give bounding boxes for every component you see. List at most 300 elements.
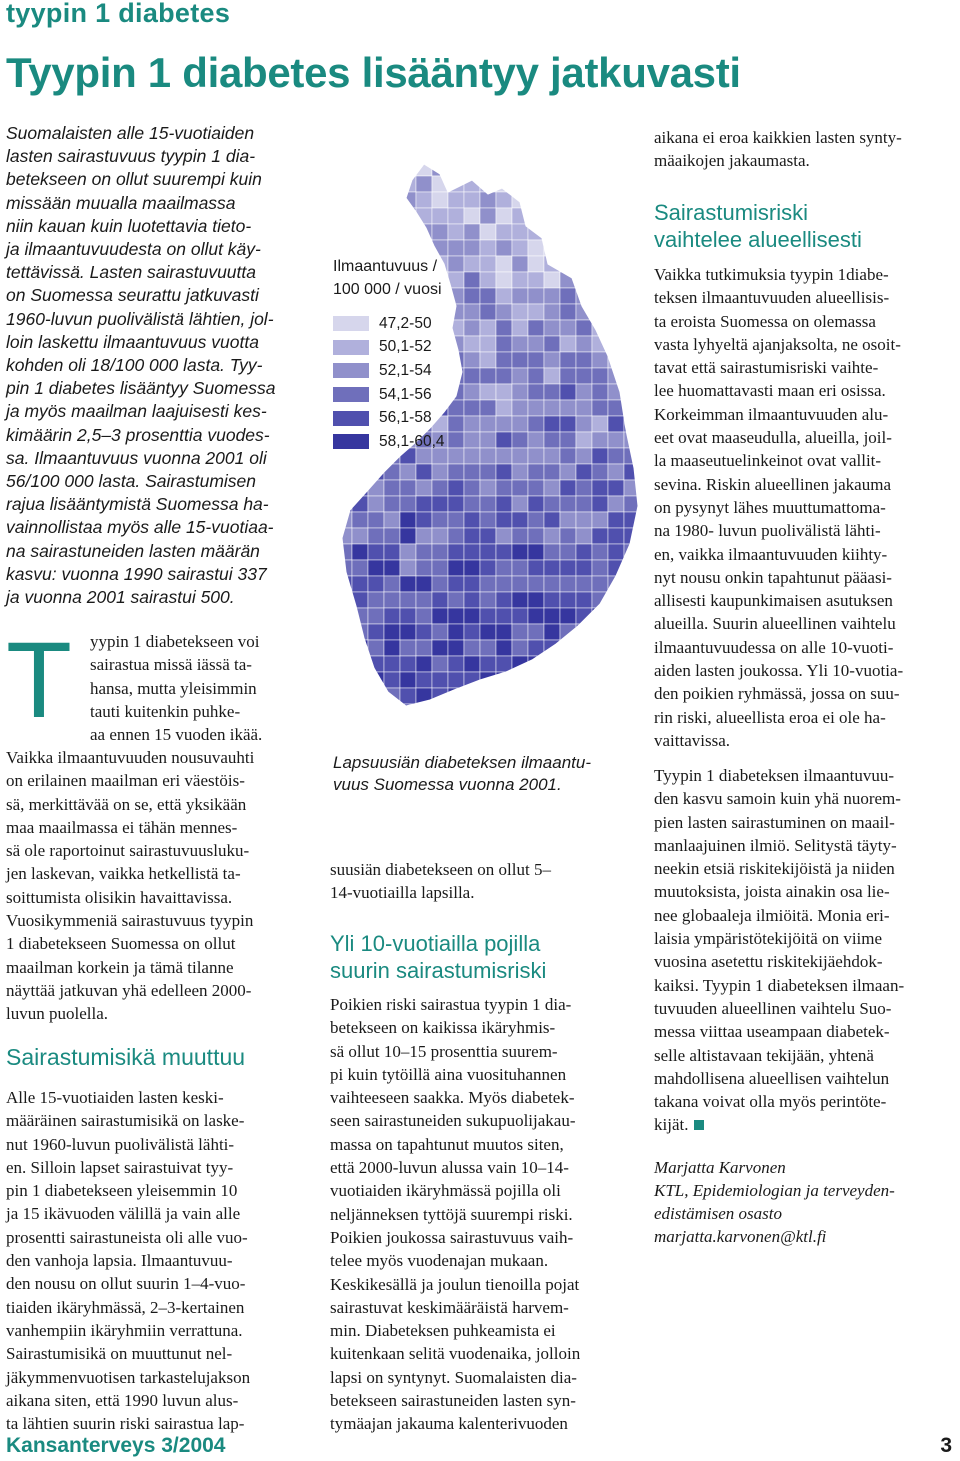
subhead-line: Sairastumisriski xyxy=(654,200,809,225)
map-region xyxy=(576,256,592,272)
text-line: allisesti kaupunkimaisen asutuksen xyxy=(654,591,893,611)
map-region xyxy=(576,400,592,416)
map-region xyxy=(448,400,464,416)
map-region xyxy=(448,672,464,688)
map-region xyxy=(592,608,608,624)
map-region xyxy=(560,608,576,624)
legend-swatch xyxy=(333,363,369,378)
lead-line: 1960-luvun puolivälistä lähtien, jol- xyxy=(6,308,274,329)
map-region xyxy=(320,640,336,656)
map-region xyxy=(608,256,624,272)
map-region xyxy=(448,688,464,704)
map-region xyxy=(544,688,560,704)
map-region xyxy=(560,192,576,208)
map-region xyxy=(416,576,432,592)
map-region xyxy=(528,176,544,192)
map-region xyxy=(608,576,624,592)
text-line: pien lasten sairastuminen on maail- xyxy=(654,812,895,832)
map-region xyxy=(544,544,560,560)
map-region xyxy=(320,672,336,688)
map-region xyxy=(576,240,592,256)
map-region xyxy=(512,544,528,560)
map-region xyxy=(432,496,448,512)
map-region xyxy=(528,384,544,400)
map-region xyxy=(576,336,592,352)
map-region xyxy=(544,240,560,256)
map-region xyxy=(512,256,528,272)
map-region xyxy=(464,480,480,496)
map-region xyxy=(624,160,640,176)
map-region xyxy=(576,672,592,688)
map-region xyxy=(352,176,368,192)
legend-label: 52,1-54 xyxy=(379,361,432,379)
map-region xyxy=(560,496,576,512)
text-line: laisia ympäristötekijöitä on viime xyxy=(654,929,883,949)
map-region xyxy=(336,592,352,608)
map-region xyxy=(368,688,384,704)
map-region xyxy=(560,704,576,720)
map-region xyxy=(320,528,336,544)
legend-title-line: Ilmaantuvuus / xyxy=(333,258,438,275)
map-region xyxy=(496,368,512,384)
map-region xyxy=(336,480,352,496)
text-line: den nousu on ollut suurin 1–4-vuo- xyxy=(6,1274,246,1294)
map-region xyxy=(624,656,640,672)
map-region xyxy=(448,704,464,720)
map-region xyxy=(544,448,560,464)
text-line: sä, merkittävää on se, että yksikään xyxy=(6,794,247,814)
map-region xyxy=(464,576,480,592)
map-region xyxy=(400,544,416,560)
page-number: 3 xyxy=(940,1434,952,1457)
map-region xyxy=(544,608,560,624)
legend-swatch xyxy=(333,434,369,449)
map-region xyxy=(592,640,608,656)
text-line: 14-vuotiailla lapsilla. xyxy=(330,883,475,903)
legend-swatch xyxy=(333,316,369,331)
map-region xyxy=(464,704,480,720)
map-region xyxy=(368,640,384,656)
map-region xyxy=(576,432,592,448)
map-region xyxy=(480,480,496,496)
legend-label: 54,1-56 xyxy=(379,385,432,403)
map-region xyxy=(480,416,496,432)
map-region xyxy=(576,528,592,544)
map-region xyxy=(384,640,400,656)
map-region xyxy=(384,512,400,528)
map-region xyxy=(560,576,576,592)
map-region xyxy=(544,192,560,208)
map-region xyxy=(624,640,640,656)
map-region xyxy=(544,272,560,288)
text-line: Poikien joukossa sairastuvuus vaih- xyxy=(330,1227,574,1247)
text-line: kijät. xyxy=(654,1113,904,1136)
map-region xyxy=(480,240,496,256)
map-region xyxy=(480,560,496,576)
map-region xyxy=(400,608,416,624)
map-region xyxy=(496,352,512,368)
map-region xyxy=(464,192,480,208)
map-region xyxy=(336,208,352,224)
body-text-col3-top xyxy=(654,126,902,173)
map-region xyxy=(336,512,352,528)
map-region xyxy=(400,656,416,672)
map-region xyxy=(544,400,560,416)
map-region xyxy=(368,192,384,208)
text-line: ta lähtien suurin riski sairastua lap- xyxy=(6,1414,245,1434)
text-line: tuvuuden alueellinen vaihtelu Suo- xyxy=(654,998,892,1018)
legend-swatch xyxy=(333,387,369,402)
map-region xyxy=(320,656,336,672)
map-region xyxy=(528,272,544,288)
map-region xyxy=(544,528,560,544)
map-region xyxy=(432,512,448,528)
map-region xyxy=(576,208,592,224)
text-line: Vaikka tutkimuksia tyypin 1diabe- xyxy=(654,265,889,284)
map-region xyxy=(432,192,448,208)
map-region xyxy=(592,576,608,592)
byline-line: marjatta.karvonen@ktl.fi xyxy=(654,1227,827,1246)
text-line: prosentti sairastuneista oli alle vuo- xyxy=(6,1227,248,1247)
text-line: tavat että sairastumisriski vaihte- xyxy=(654,358,879,378)
map-region xyxy=(480,608,496,624)
map-region xyxy=(560,272,576,288)
map-region xyxy=(512,528,528,544)
map-region xyxy=(512,240,528,256)
map-region xyxy=(352,672,368,688)
map-region xyxy=(512,576,528,592)
map-region xyxy=(384,672,400,688)
map-region xyxy=(368,496,384,512)
map-region xyxy=(544,368,560,384)
text-line: tiaiden ikäryhmässä, 2–3-kertainen xyxy=(6,1297,245,1317)
map-region xyxy=(480,272,496,288)
text-line: telee myös vuodenajan mukaan. xyxy=(330,1251,549,1271)
map-region xyxy=(592,672,608,688)
map-region xyxy=(512,304,528,320)
text-line: Vaikka ilmaantuvuuden nousuvauhti xyxy=(6,748,255,767)
map-region xyxy=(576,496,592,512)
text-line: aiden lasten joukossa. Yli 10-vuotia- xyxy=(654,661,904,681)
map-region xyxy=(352,624,368,640)
lead-line: ja vuonna 2001 sairastui 500. xyxy=(6,587,235,608)
text-line: tauti kuitenkin puhke- xyxy=(90,701,241,721)
map-region xyxy=(448,576,464,592)
map-region xyxy=(352,544,368,560)
map-region xyxy=(512,640,528,656)
map-region xyxy=(512,208,528,224)
map-region xyxy=(496,576,512,592)
legend-item xyxy=(333,406,445,430)
map-region xyxy=(480,288,496,304)
legend-item xyxy=(333,312,445,336)
map-region xyxy=(464,496,480,512)
map-region xyxy=(368,576,384,592)
map-region xyxy=(608,704,624,720)
map-region xyxy=(336,608,352,624)
text-line: nyt nousu onkin tapahtunut pääasi- xyxy=(654,567,892,587)
map-region xyxy=(560,432,576,448)
map-region xyxy=(608,624,624,640)
map-region xyxy=(464,400,480,416)
map-region xyxy=(448,240,464,256)
text-line: että 2000-luvun alussa vain 10–14- xyxy=(330,1158,569,1178)
map-region xyxy=(336,192,352,208)
map-region xyxy=(560,624,576,640)
map-region xyxy=(432,224,448,240)
map-region xyxy=(496,544,512,560)
map-region xyxy=(560,256,576,272)
map-region xyxy=(400,704,416,720)
map-region xyxy=(400,528,416,544)
map-region xyxy=(512,608,528,624)
map-region xyxy=(592,400,608,416)
map-region xyxy=(560,240,576,256)
map-region xyxy=(496,448,512,464)
map-region xyxy=(368,176,384,192)
map-region xyxy=(544,352,560,368)
map-region xyxy=(512,672,528,688)
map-region xyxy=(496,240,512,256)
map-region xyxy=(384,688,400,704)
text-line: la maaseutuelinkeinot ovat vallit- xyxy=(654,451,882,471)
text-line: massa on tapahtunut muutos siten, xyxy=(330,1134,564,1154)
lead-line: tettävissä. Lasten sairastuvuutta xyxy=(6,262,256,283)
map-region xyxy=(464,336,480,352)
map-region xyxy=(608,448,624,464)
map-region xyxy=(480,576,496,592)
body-text-col2b xyxy=(330,993,580,1436)
lead-line: betekseen on ollut suurempi kuin xyxy=(6,169,262,190)
map-region xyxy=(560,528,576,544)
lead-line: sa. Ilmaantuvuus vuonna 2001 oli xyxy=(6,447,267,468)
text-line: selle altistavaan tekijään, yhtenä xyxy=(654,1045,874,1065)
map-region xyxy=(528,432,544,448)
map-region xyxy=(528,368,544,384)
map-region xyxy=(416,592,432,608)
map-region xyxy=(320,512,336,528)
byline-line: KTL, Epidemiologian ja terveyden- xyxy=(654,1181,895,1200)
map-region xyxy=(512,336,528,352)
map-region xyxy=(448,192,464,208)
map-region xyxy=(608,672,624,688)
map-region xyxy=(352,528,368,544)
map-region xyxy=(512,704,528,720)
end-mark xyxy=(694,1120,704,1130)
map-region xyxy=(448,544,464,560)
map-region xyxy=(336,704,352,720)
map-region xyxy=(480,512,496,528)
map-region xyxy=(512,288,528,304)
map-region xyxy=(560,480,576,496)
map-region xyxy=(512,192,528,208)
map-region xyxy=(608,688,624,704)
map-region xyxy=(480,704,496,720)
text-line: soittumista olisikin havaittavissa. xyxy=(6,887,233,907)
map-region xyxy=(608,304,624,320)
map-region xyxy=(560,464,576,480)
map-region xyxy=(592,560,608,576)
text-line: Tyypin 1 diabeteksen ilmaantuvuu- xyxy=(654,766,895,785)
map-region xyxy=(464,448,480,464)
map-region xyxy=(432,608,448,624)
map-region xyxy=(464,592,480,608)
map-region xyxy=(576,448,592,464)
map-region xyxy=(480,656,496,672)
map-region xyxy=(432,640,448,656)
map-region xyxy=(320,592,336,608)
map-region xyxy=(320,240,336,256)
map-region xyxy=(368,704,384,720)
map-region xyxy=(608,272,624,288)
map-region xyxy=(448,384,464,400)
lead-line: missään muualla maailmassa xyxy=(6,192,236,213)
map-region xyxy=(560,288,576,304)
map-region xyxy=(544,624,560,640)
map-region xyxy=(496,160,512,176)
map-region xyxy=(384,528,400,544)
map-region xyxy=(576,576,592,592)
legend-label: 56,1-58 xyxy=(379,409,432,427)
map-region xyxy=(496,416,512,432)
map-region xyxy=(448,608,464,624)
map-region xyxy=(432,480,448,496)
map-region xyxy=(512,400,528,416)
lead-line: kimäärin 2,5–3 prosenttia vuodes- xyxy=(6,424,270,445)
map-region xyxy=(544,304,560,320)
map-region xyxy=(448,256,464,272)
text-line: aikana siten, että 1990 luvun alus- xyxy=(6,1390,239,1410)
map-region xyxy=(448,448,464,464)
text-line: en, vaikka ilmaantuvuuden kiihty- xyxy=(654,544,888,564)
section-tag: tyypin 1 diabetes xyxy=(6,0,231,28)
map-region xyxy=(544,224,560,240)
map-region xyxy=(336,464,352,480)
map-region xyxy=(400,512,416,528)
map-region xyxy=(624,320,640,336)
map-region xyxy=(432,672,448,688)
map-region xyxy=(448,432,464,448)
map-region xyxy=(624,480,640,496)
body-text-col1 xyxy=(6,746,254,1026)
map-region xyxy=(496,224,512,240)
map-region xyxy=(528,688,544,704)
map-region xyxy=(608,592,624,608)
text-line: neekin etsiä riskitekijöistä ja niiden xyxy=(654,859,895,879)
map-region xyxy=(576,560,592,576)
text-line: sä ollut 10–15 prosenttia suurem- xyxy=(330,1041,558,1061)
map-region xyxy=(320,560,336,576)
text-line: lapsi on syntynyt. Suomalaisten dia- xyxy=(330,1367,577,1387)
map-region xyxy=(352,688,368,704)
map-region xyxy=(432,208,448,224)
map-region xyxy=(464,608,480,624)
map-region xyxy=(464,528,480,544)
map-region xyxy=(432,624,448,640)
map-region xyxy=(320,576,336,592)
map-region xyxy=(400,640,416,656)
map-region xyxy=(480,208,496,224)
subhead-sairastumisika: Sairastumisikä muuttuu xyxy=(6,1044,246,1070)
subhead-pojilla xyxy=(330,930,546,984)
legend-item xyxy=(333,383,445,407)
map-region xyxy=(416,528,432,544)
map-region xyxy=(384,464,400,480)
map-legend xyxy=(333,312,445,454)
text-line: sairastua missä iässä ta- xyxy=(90,655,252,675)
subhead-line: suurin sairastumisriski xyxy=(330,958,547,983)
text-line: Keskikesällä ja joulun tienoilla pojat xyxy=(330,1274,580,1294)
map-region xyxy=(528,448,544,464)
text-line: aikana ei eroa kaikkien lasten synty- xyxy=(654,128,902,147)
text-line: kuitenkaan selitä vuodenaika, jolloin xyxy=(330,1344,581,1364)
map-region xyxy=(624,576,640,592)
map-region xyxy=(384,608,400,624)
map-region xyxy=(624,512,640,528)
map-region xyxy=(432,560,448,576)
map-region xyxy=(624,464,640,480)
map-region xyxy=(624,400,640,416)
map-region xyxy=(560,416,576,432)
map-region xyxy=(336,240,352,256)
map-region xyxy=(336,672,352,688)
map-region xyxy=(608,432,624,448)
map-region xyxy=(432,576,448,592)
map-region xyxy=(544,656,560,672)
map-region xyxy=(448,480,464,496)
map-region xyxy=(480,592,496,608)
text-line: ilmaantuvuudessa on alle 10-vuoti- xyxy=(654,637,894,657)
map-region xyxy=(608,208,624,224)
map-region xyxy=(480,672,496,688)
author-byline xyxy=(654,1156,895,1248)
map-region xyxy=(400,224,416,240)
lead-line: lasten sairastuvuus tyypin 1 dia- xyxy=(6,146,256,167)
map-region xyxy=(560,208,576,224)
map-region xyxy=(544,432,560,448)
map-region xyxy=(464,640,480,656)
map-region xyxy=(448,624,464,640)
map-region xyxy=(336,160,352,176)
map-region xyxy=(528,160,544,176)
map-region xyxy=(464,464,480,480)
map-region xyxy=(544,480,560,496)
map-region xyxy=(624,240,640,256)
map-region xyxy=(496,608,512,624)
map-region xyxy=(352,224,368,240)
body-text-col3a xyxy=(654,263,903,752)
map-region xyxy=(528,256,544,272)
map-region xyxy=(384,480,400,496)
text-line: on erilainen maailman eri väestöis- xyxy=(6,771,245,791)
body-text-col2 xyxy=(330,858,551,905)
map-region xyxy=(320,176,336,192)
text-line: luvun puolella. xyxy=(6,1004,108,1024)
map-region xyxy=(608,544,624,560)
text-line: on pysynyt lähes muuttumattoma- xyxy=(654,497,886,517)
map-region xyxy=(560,560,576,576)
map-region xyxy=(448,208,464,224)
map-region xyxy=(480,320,496,336)
map-region xyxy=(336,224,352,240)
lead-line: loin laskettu ilmaantuvuus vuotta xyxy=(6,331,259,352)
lead-line: ja myös maailman laajuisesti kes- xyxy=(6,401,267,422)
map-region xyxy=(480,448,496,464)
map-region xyxy=(320,704,336,720)
map-region xyxy=(624,592,640,608)
map-region xyxy=(400,592,416,608)
byline-line: edistämisen osasto xyxy=(654,1204,782,1223)
